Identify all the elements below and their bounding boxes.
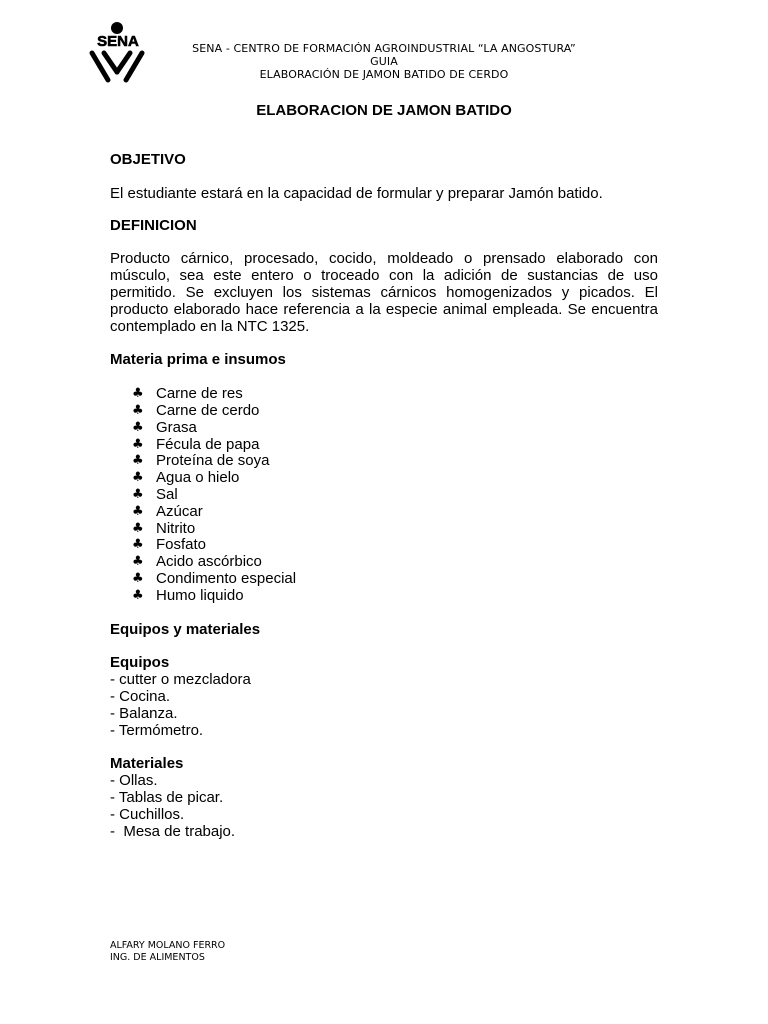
definicion-text: Producto cárnico, procesado, cocido, moldeado o prensado elaborado con músculo, sea este entero o troceado con la adición de sustancias de uso permitido. Se excluyen los sistemas cárnicos homogenizados y picados. El producto elaborado hace referencia a la especie animal empleada. Se encuentra contemplado en la NTC 1325. xyxy=(110,250,658,335)
club-bullet-icon: ♣ xyxy=(132,453,144,469)
materiales-heading: Materiales xyxy=(110,755,184,773)
materia-prima-list xyxy=(110,386,658,604)
document-title: ELABORACION DE JAMON BATIDO xyxy=(256,102,512,119)
list-item: - Cuchillos. xyxy=(110,805,185,823)
club-bullet-icon: ♣ xyxy=(132,520,144,536)
list-item: ♣ Carne de res xyxy=(132,385,243,403)
objetivo-heading: OBJETIVO xyxy=(110,151,186,168)
list-item: - cutter o mezcladora xyxy=(110,671,251,689)
list-item: ♣ Nitrito xyxy=(132,519,196,537)
footer-role: ING. DE ALIMENTOS xyxy=(110,952,205,963)
list-item: ♣ Fécula de papa xyxy=(132,435,260,453)
list-item: - Termómetro. xyxy=(110,721,204,739)
club-bullet-icon: ♣ xyxy=(132,554,144,570)
list-item: ♣ Sal xyxy=(132,485,178,503)
sena-logo-graphic xyxy=(84,20,152,84)
list-item: ♣ Proteína de soya xyxy=(132,452,270,470)
header-line-1: SENA - CENTRO DE FORMACIÓN AGROINDUSTRIAL “LA ANGOSTURA” xyxy=(192,42,576,55)
objetivo-text: El estudiante estará en la capacidad de formular y preparar Jamón batido. xyxy=(110,184,603,202)
list-item: ♣ Agua o hielo xyxy=(132,469,240,487)
equipos-materiales-heading: Equipos y materiales xyxy=(110,620,261,638)
list-item: - Mesa de trabajo. xyxy=(110,822,236,840)
club-bullet-icon: ♣ xyxy=(132,436,144,452)
list-item: - Ollas. xyxy=(110,772,158,790)
list-item: - Tablas de picar. xyxy=(110,788,224,806)
sena-logo-text: SENA xyxy=(97,33,139,50)
club-bullet-icon: ♣ xyxy=(132,402,144,418)
club-bullet-icon: ♣ xyxy=(132,486,144,502)
list-item: - Cocina. xyxy=(110,687,171,705)
materia-prima-heading: Materia prima e insumos xyxy=(110,351,286,369)
club-bullet-icon: ♣ xyxy=(132,419,144,435)
header-line-3: ELABORACIÓN DE JAMON BATIDO DE CERDO xyxy=(259,68,509,81)
document-header xyxy=(150,42,618,81)
definicion-heading: DEFINICION xyxy=(110,216,197,234)
list-item: ♣ Condimento especial xyxy=(132,569,297,587)
list-item: ♣ Carne de cerdo xyxy=(132,401,260,419)
club-bullet-icon: ♣ xyxy=(132,503,144,519)
list-item: ♣ Azúcar xyxy=(132,502,203,520)
footer-author: ALFARY MOLANO FERRO xyxy=(110,940,226,951)
list-item: ♣ Fosfato xyxy=(132,536,207,554)
list-item: ♣ Acido ascórbico xyxy=(132,553,262,571)
header-line-2: GUIA xyxy=(370,55,398,68)
club-bullet-icon: ♣ xyxy=(132,470,144,486)
club-bullet-icon: ♣ xyxy=(132,570,144,586)
list-item: ♣ Humo liquido xyxy=(132,586,244,604)
sena-logo xyxy=(84,20,152,84)
list-item: - Balanza. xyxy=(110,704,178,722)
list-item: ♣ Grasa xyxy=(132,418,197,436)
equipos-heading: Equipos xyxy=(110,654,170,672)
club-bullet-icon: ♣ xyxy=(132,386,144,402)
club-bullet-icon: ♣ xyxy=(132,587,144,603)
document-body xyxy=(110,152,658,840)
club-bullet-icon: ♣ xyxy=(132,537,144,553)
document-footer xyxy=(110,940,225,964)
